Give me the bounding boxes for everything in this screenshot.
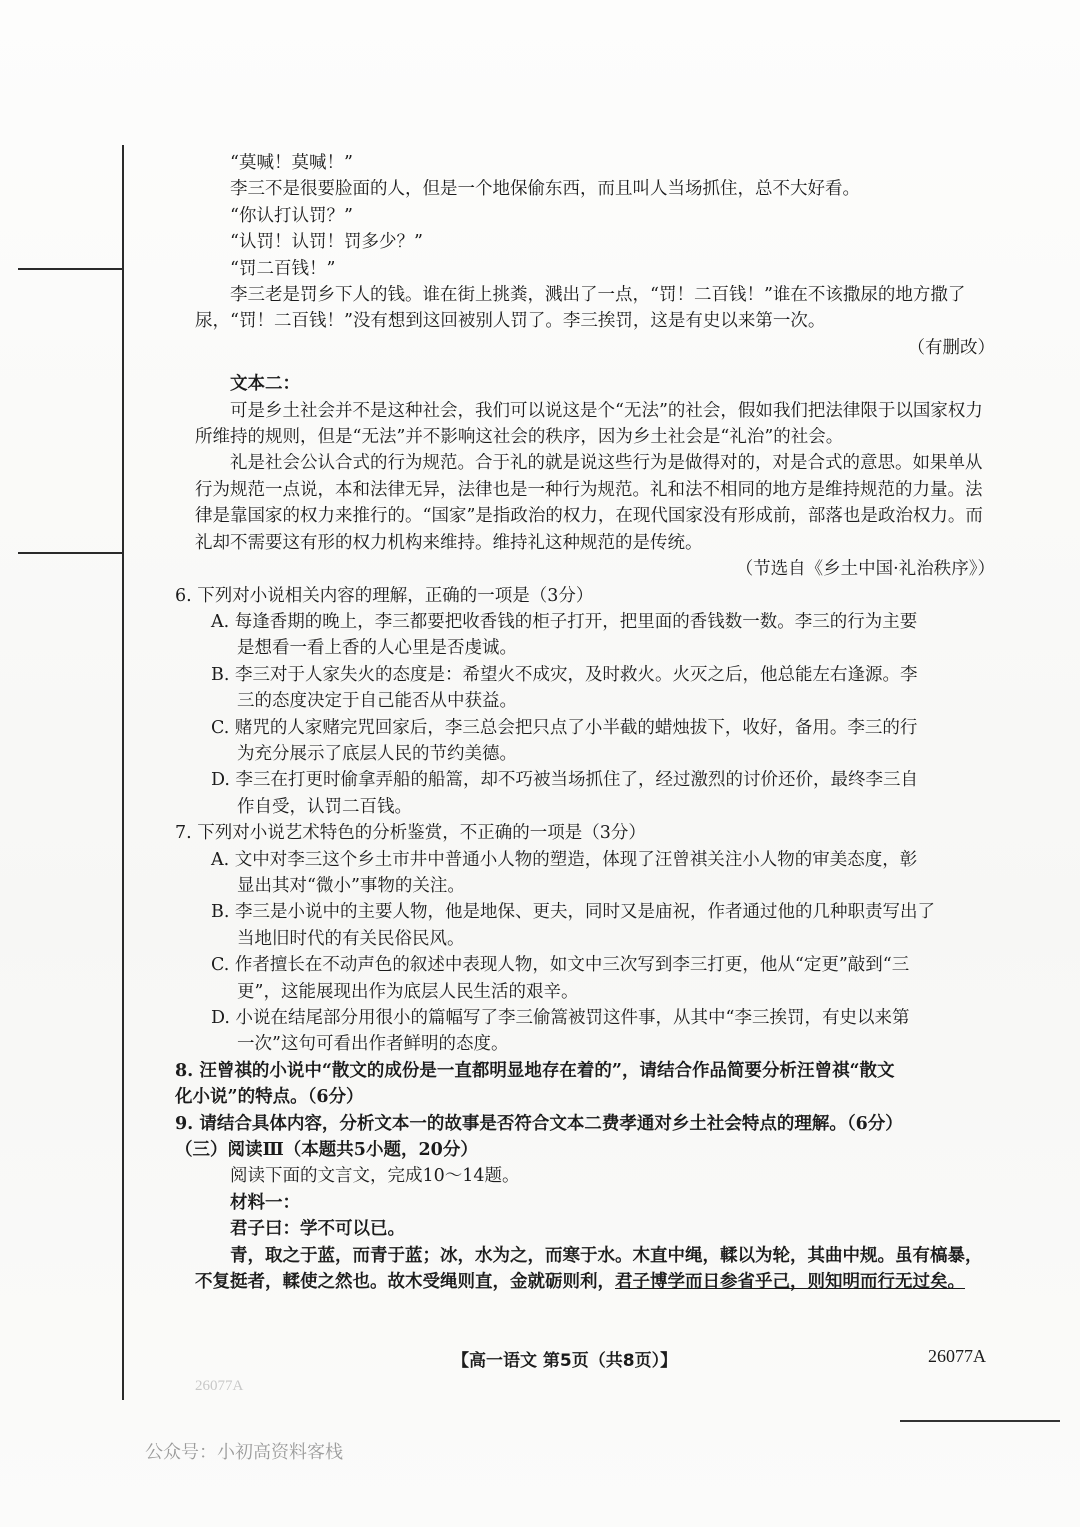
question-7-stem: 7. 下列对小说艺术特色的分析鉴赏，不正确的一项是（3分） (175, 823, 646, 844)
question-8 (175, 1058, 995, 1111)
question-6-stem: 6. 下列对小说相关内容的理解，正确的一项是（3分） (175, 585, 594, 606)
question-6-option-d (195, 767, 995, 820)
text2-paragraph: 礼是社会公认合式的行为规范。合于礼的就是说这些行为是做得对的，对是合式的意思。如果单从行为规范一点说，本和法律无异，法律也是一种行为规范。礼和法不相同的地方是维持规范的力量。法律是靠国家的权力来推行的。“国家”是指政治的权力，在现代国家没有形成前，部落也是政治权力。而礼却不需要这有形的权力机构来维持。维持礼这种规范的是传统。 (195, 453, 983, 553)
option-line: 一次”这句可看出作者鲜明的态度。 (237, 1034, 509, 1055)
margin-tick-line (18, 268, 123, 270)
option-line: 为充分展示了底层人民的节约美德。 (237, 743, 517, 764)
binding-margin-line (122, 145, 124, 1400)
footer-page-info: 【高一语文 第5页（共8页）】 (452, 1351, 678, 1371)
faint-print-code: 26077A (195, 1378, 244, 1394)
page-content (175, 150, 995, 1295)
revision-note: （有删改） (907, 337, 995, 358)
question-6-option-b (195, 662, 995, 715)
text2-heading: 文本二： (230, 374, 300, 395)
option-line: 是想看一看上香的人心里是否虔诚。 (237, 638, 517, 659)
option-line: C. 赌咒的人家赌完咒回家后，李三总会把只点了小半截的蜡烛拔下，收好，备用。李三的行 (211, 717, 918, 738)
option-line: B. 李三对于人家失火的态度是：希望火不成灾，及时救火。火灭之后，他总能左右逢源。李 (211, 664, 918, 685)
underlined-sentence: 君子博学而日参省乎己，则知明而行无过矣。 (615, 1272, 965, 1293)
question-7-option-a (195, 847, 995, 900)
option-line: A. 文中对李三这个乡土市井中普通小人物的塑造，体现了汪曾祺关注小人物的审美态度，彰 (211, 849, 918, 870)
option-line: C. 作者擅长在不动声色的叙述中表现人物，如文中三次写到李三打更，他从“定更”敲到“三 (211, 955, 910, 976)
question-6-option-c (195, 715, 995, 768)
question-7-option-b (195, 899, 995, 952)
option-line: D. 李三在打更时偷拿弄船的船篙，却不巧被当场抓住了，经过激烈的讨价还价，最终李三自 (211, 770, 919, 791)
option-line: 更”，这能展现出作为底层人民生活的艰辛。 (237, 981, 579, 1002)
bottom-edge-line (900, 1420, 1060, 1422)
dialogue-line: “认罚！认罚！罚多少？” (230, 232, 423, 253)
section-3-instruction: 阅读下面的文言文，完成10～14题。 (230, 1166, 520, 1187)
option-line: B. 李三是小说中的主要人物，他是地保、更夫，同时又是庙祝，作者通过他的几种职责写出了 (211, 902, 935, 923)
option-line: 显出其对“微小”事物的关注。 (237, 875, 465, 896)
dialogue-line: “莫喊！莫喊！” (230, 153, 353, 173)
text2-paragraph: 可是乡土社会并不是这种社会，我们可以说这是个“无法”的社会，假如我们把法律限于以国家权力所维持的规则，但是“无法”并不影响这社会的秩序，因为乡土社会是“礼治”的社会。 (195, 400, 983, 448)
option-line: 当地旧时代的有关民俗民风。 (237, 928, 465, 949)
narration-line: 李三不是很要脸面的人，但是一个地保偷东西，而且叫人当场抓住，总不大好看。 (230, 179, 860, 200)
footer-exam-code: 26077A (928, 1346, 986, 1366)
question-line: 化小说”的特点。（6分） (175, 1087, 364, 1108)
material-1-heading: 材料一： (230, 1192, 300, 1213)
option-line: 作自受，认罚二百钱。 (237, 796, 412, 817)
text2-source: （节选自《乡土中国·礼治秩序》） (735, 559, 995, 580)
option-line: 三的态度决定于自己能否从中获益。 (237, 691, 517, 712)
option-line: A. 每逢香期的晚上，李三都要把收香钱的柜子打开，把里面的香钱数一数。李三的行为主要 (211, 611, 918, 632)
question-7-option-d (195, 1005, 995, 1058)
question-9: 9. 请结合具体内容，分析文本一的故事是否符合文本二费孝通对乡土社会特点的理解。（6分） (175, 1113, 903, 1134)
question-line: 8. 汪曾祺的小说中“散文的成份是一直都明显地存在着的”，请结合作品简要分析汪曾祺“散文 (175, 1060, 895, 1081)
watermark-text: 公众号：小初高资料客栈 (145, 1442, 343, 1463)
classical-text-line: 君子曰：学不可以已。 (230, 1219, 405, 1240)
question-6-option-a (195, 609, 995, 662)
option-line: D. 小说在结尾部分用很小的篇幅写了李三偷篙被罚这件事，从其中“李三挨罚，有史以来第 (211, 1008, 910, 1028)
page-footer (0, 1346, 1080, 1376)
dialogue-line: “罚二百钱！” (230, 258, 336, 279)
classical-text-span: 青，取之于蓝，而青于蓝；冰，水为之，而寒于水。木直中绳，輮以为轮，其曲中规。虽有槁暴，不复挺者，輮使之然也。故木受绳则直，金就砺则利， (195, 1245, 983, 1293)
question-7-option-c (195, 952, 995, 1005)
classical-text-paragraph (195, 1243, 995, 1296)
section-3-heading: （三）阅读Ⅲ（本题共5小题，20分） (175, 1140, 478, 1161)
margin-tick-line (18, 552, 123, 554)
dialogue-line: “你认打认罚？” (230, 205, 353, 226)
narration-paragraph: 李三老是罚乡下人的钱。谁在街上挑粪，溅出了一点，“罚！二百钱！”谁在不该撒尿的地方撒了尿，“罚！二百钱！”没有想到这回被别人罚了。李三挨罚，这是有史以来第一次。 (195, 285, 966, 332)
